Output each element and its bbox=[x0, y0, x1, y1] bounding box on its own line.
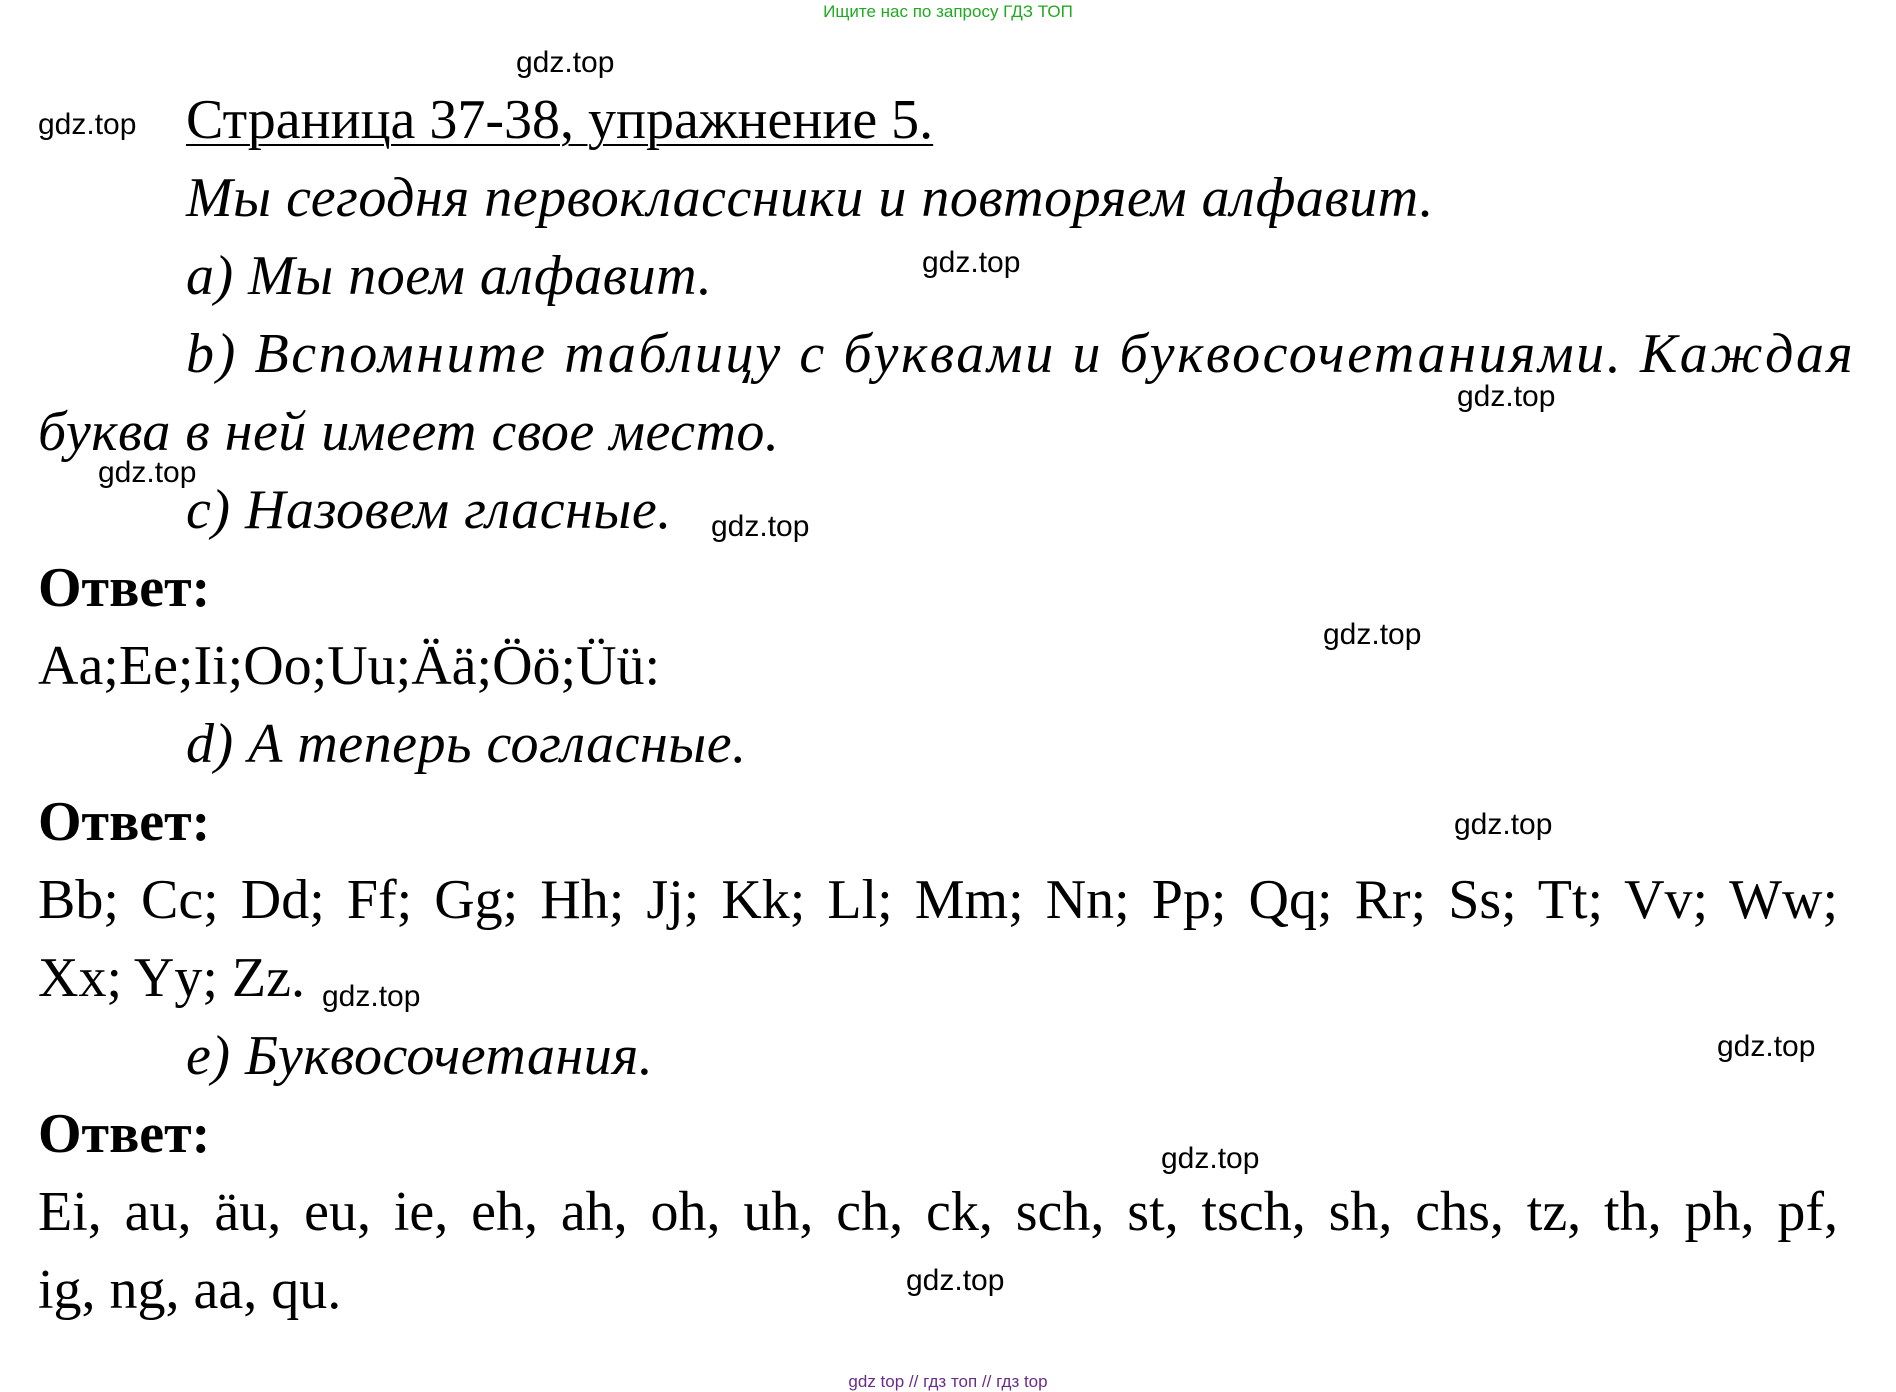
answer-letter-combinations-line-2: ig, ng, aa, qu. bbox=[38, 1259, 342, 1321]
task-c: c) Назовем гласные. bbox=[186, 479, 672, 541]
watermark: gdz.top bbox=[516, 46, 615, 79]
footer-links: gdz top // гдз топ // гдз top bbox=[848, 1372, 1048, 1391]
watermark: gdz.top bbox=[98, 456, 197, 489]
watermark: gdz.top bbox=[38, 108, 137, 141]
task-e: e) Буквосочетания. bbox=[186, 1025, 654, 1087]
answer-label-e: Ответ: bbox=[38, 1103, 211, 1165]
answer-vowels: Aa;Ee;Ii;Oo;Uu;Ää;Öö;Üü: bbox=[38, 635, 661, 697]
top-banner: Ищите нас по запросу ГДЗ ТОП bbox=[823, 2, 1073, 21]
watermark: gdz.top bbox=[1457, 380, 1556, 413]
exercise-intro: Мы сегодня первоклассники и повторяем алфавит. bbox=[186, 167, 1434, 229]
answer-letter-combinations-line-1: Ei, au, äu, eu, ie, eh, ah, oh, uh, ch, ck, sch, st, tsch, sh, chs, tz, th, ph, pf, bbox=[38, 1181, 1838, 1243]
watermark: gdz.top bbox=[711, 510, 810, 543]
task-b-line-1: b) Вспомните таблицу с буквами и буквосочетаниями. Каждая bbox=[186, 323, 1856, 385]
watermark: gdz.top bbox=[322, 980, 421, 1013]
watermark: gdz.top bbox=[1717, 1030, 1816, 1063]
watermark: gdz.top bbox=[922, 246, 1021, 279]
answer-label-c: Ответ: bbox=[38, 557, 211, 619]
answer-consonants-line-2: Xx; Yy; Zz. bbox=[38, 947, 305, 1009]
watermark: gdz.top bbox=[1323, 618, 1422, 651]
watermark: gdz.top bbox=[1161, 1142, 1260, 1175]
page-title: Страница 37-38, упражнение 5. bbox=[186, 89, 934, 151]
task-b-line-2: буква в ней имеет свое место. bbox=[38, 401, 780, 463]
answer-label-d: Ответ: bbox=[38, 791, 211, 853]
answer-consonants-line-1: Bb; Cc; Dd; Ff; Gg; Hh; Jj; Kk; Ll; Mm; Nn; Pp; Qq; Rr; Ss; Tt; Vv; Ww; bbox=[38, 869, 1838, 931]
watermark: gdz.top bbox=[1454, 808, 1553, 841]
task-d: d) А теперь согласные. bbox=[186, 713, 747, 775]
task-a: a) Мы поем алфавит. bbox=[186, 245, 713, 307]
watermark: gdz.top bbox=[906, 1264, 1005, 1297]
